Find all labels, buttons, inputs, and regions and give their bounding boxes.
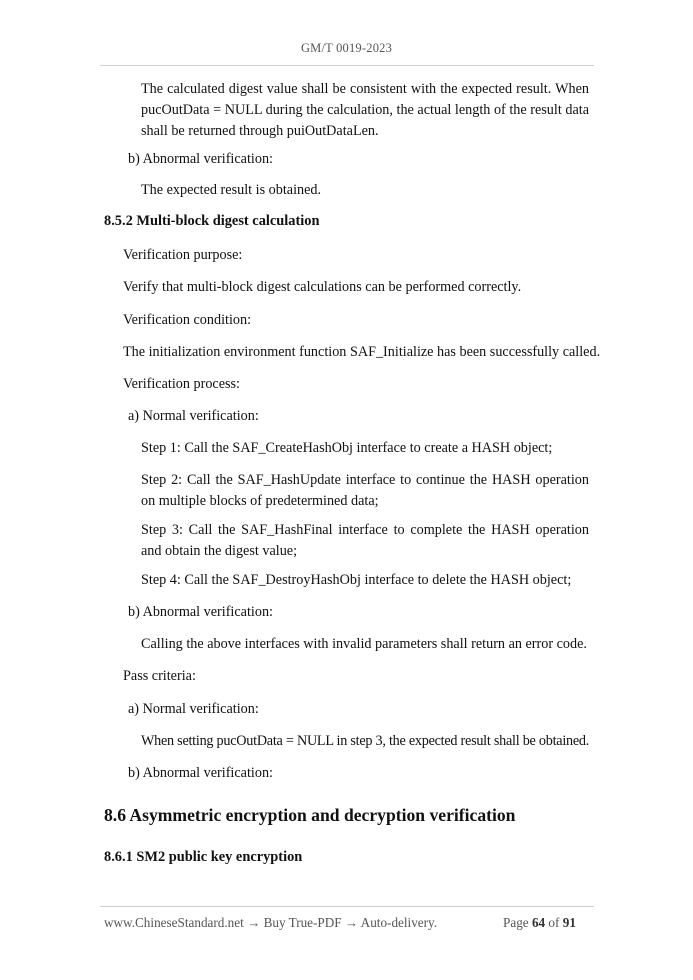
paragraph-purpose: Verify that multi-block digest calculations can be performed correctly. — [123, 279, 522, 295]
section-heading-8-5-2: 8.5.2 Multi-block digest calculation — [104, 213, 320, 229]
paragraph-invalid-params: Calling the above interfaces with invalid parameters shall return an error code. — [141, 636, 587, 652]
step-2: Step 2: Call the SAF_HashUpdate interface to continue the HASH operation on multiple blocks of predetermined data; — [141, 472, 589, 509]
section-heading-8-6-1: 8.6.1 SM2 public key encryption — [104, 849, 303, 865]
paragraph-digest-consistency: The calculated digest value shall be consistent with the expected result. When pucOutData = NULL during the calculation, the actual length of the result data shall be returned through puiOutDataLen. — [141, 81, 589, 139]
paragraph-expected-result: The expected result is obtained. — [141, 182, 322, 198]
step-1: Step 1: Call the SAF_CreateHashObj interface to create a HASH object; — [141, 440, 553, 456]
step-4: Step 4: Call the SAF_DestroyHashObj interface to delete the HASH object; — [141, 572, 572, 588]
list-item-abnormal-verification-3: b) Abnormal verification: — [128, 765, 273, 781]
page-header-doc-code: GM/T 0019-2023 — [300, 41, 393, 55]
step-3: Step 3: Call the SAF_HashFinal interface to complete the HASH operation and obtain the digest value; — [141, 522, 589, 559]
list-item-normal-verification: a) Normal verification: — [128, 408, 259, 424]
label-verification-condition: Verification condition: — [123, 312, 252, 328]
footer-page-word: Page — [503, 915, 529, 930]
paragraph-condition: The initialization environment function SAF_Initialize has been successfully called. — [123, 344, 601, 360]
footer-total-pages: 91 — [562, 915, 576, 930]
header-divider — [100, 65, 594, 66]
list-item-normal-verification-2: a) Normal verification: — [128, 701, 259, 717]
list-item-abnormal-verification-2: b) Abnormal verification: — [128, 604, 273, 620]
footer-page-number — [503, 915, 576, 931]
label-pass-criteria: Pass criteria: — [123, 668, 196, 684]
footer-of-word: of — [548, 915, 560, 930]
list-item-abnormal-verification: b) Abnormal verification: — [128, 151, 273, 167]
footer-current-page: 64 — [531, 915, 546, 930]
section-heading-8-6: 8.6 Asymmetric encryption and decryption verification — [104, 805, 516, 825]
label-verification-process: Verification process: — [123, 376, 241, 392]
footer-source-link[interactable]: www.ChineseStandard.net → Buy True-PDF → Auto-delivery. — [104, 915, 438, 930]
label-verification-purpose: Verification purpose: — [123, 247, 243, 263]
footer-divider — [100, 906, 594, 907]
paragraph-step3-null: When setting pucOutData = NULL in step 3, the expected result shall be obtained. — [141, 733, 590, 749]
